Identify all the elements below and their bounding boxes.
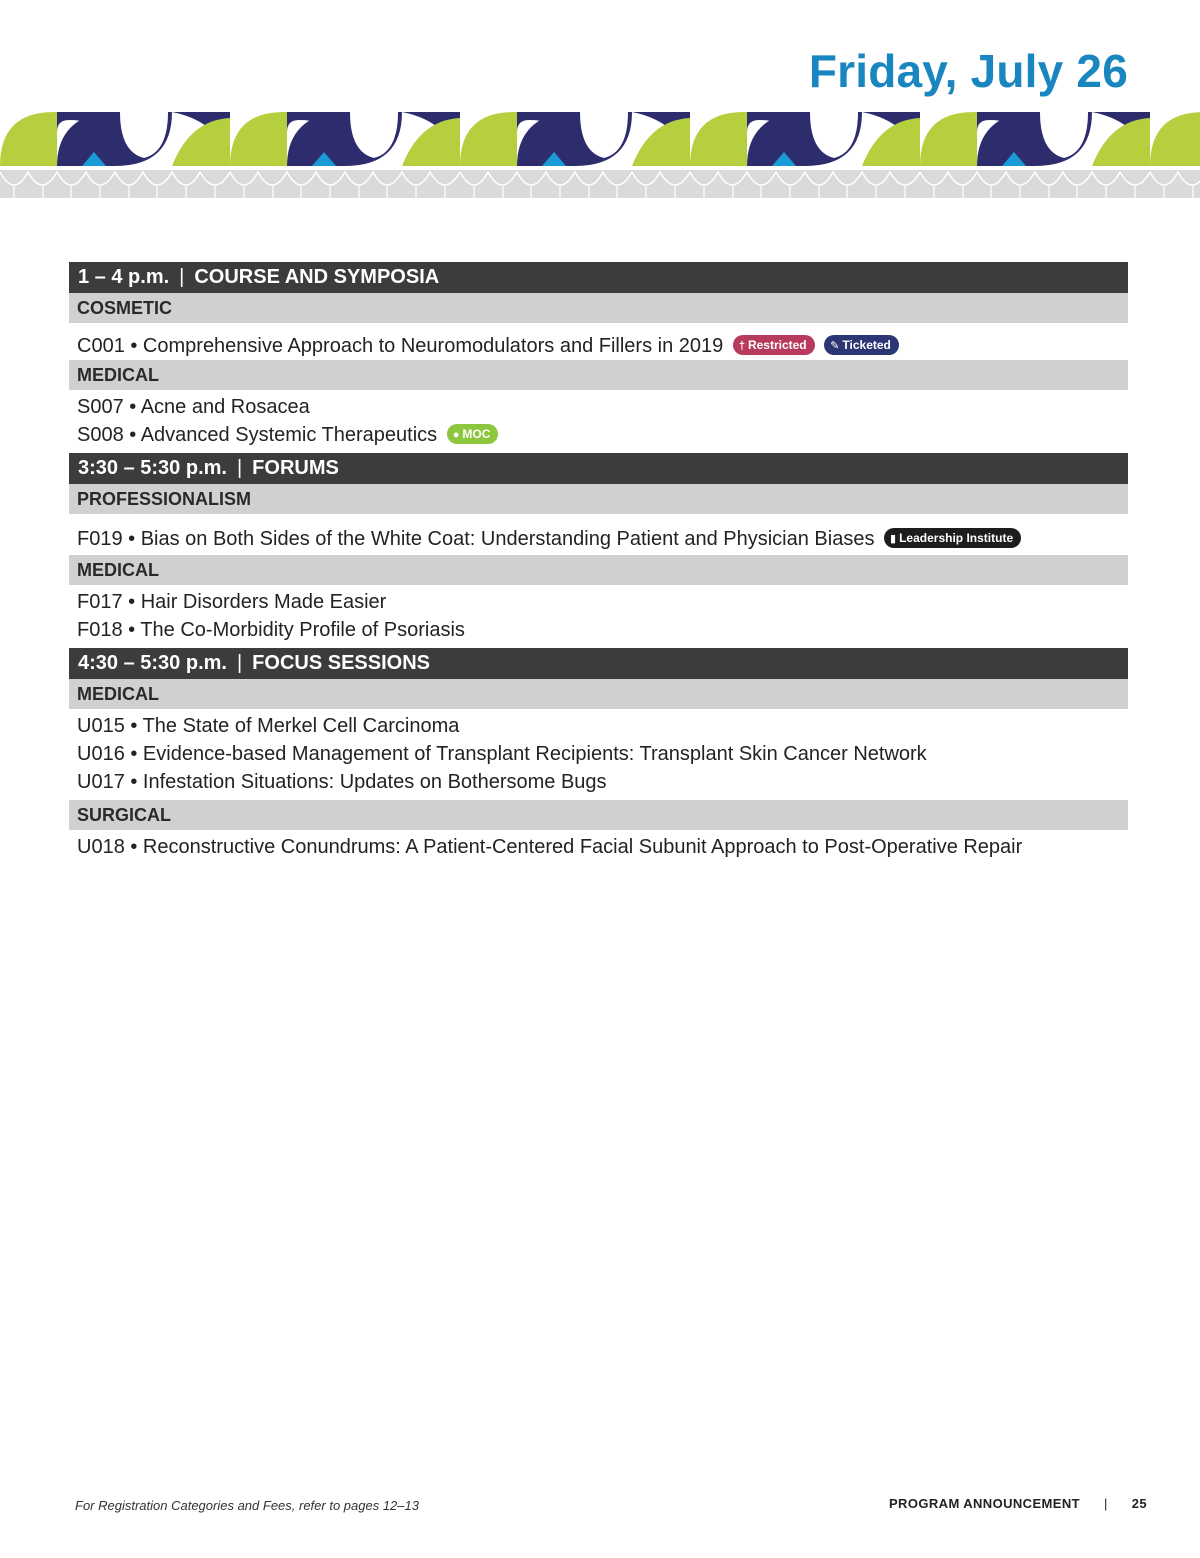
session-type-label: COURSE AND SYMPOSIA xyxy=(194,266,440,288)
session-item xyxy=(69,768,1128,796)
session-title: S008 • Advanced Systemic Therapeutics xyxy=(77,424,438,446)
time-block-header: 1 – 4 p.m. | COURSE AND SYMPOSIA xyxy=(69,262,1128,293)
time-label: 1 – 4 p.m. xyxy=(78,266,170,288)
category-header: SURGICAL xyxy=(69,800,1128,830)
category-header: PROFESSIONALISM xyxy=(69,484,1128,514)
restricted-badge: † Restricted xyxy=(733,335,815,355)
decorative-banner xyxy=(0,112,1200,198)
session-title: F018 • The Co-Morbidity Profile of Psoriasis xyxy=(77,619,465,641)
category-header: MEDICAL xyxy=(69,360,1128,390)
session-title: U016 • Evidence-based Management of Transplant Recipients: Transplant Skin Cancer Network xyxy=(77,743,927,765)
session-title: S007 • Acne and Rosacea xyxy=(77,396,310,418)
session-item xyxy=(69,833,1128,861)
category-header: MEDICAL xyxy=(69,679,1128,709)
leadership-institute-badge: ▮ Leadership Institute xyxy=(884,528,1021,548)
registration-footnote: For Registration Categories and Fees, refer to pages 12–13 xyxy=(75,1498,419,1513)
session-type-label: FORUMS xyxy=(252,457,339,479)
session-title: F017 • Hair Disorders Made Easier xyxy=(77,591,387,613)
leadership-icon: ▮ xyxy=(890,532,897,545)
time-block-header: 4:30 – 5:30 p.m. | FOCUS SESSIONS xyxy=(69,648,1128,679)
page-number: 25 xyxy=(1131,1496,1147,1511)
schedule-table xyxy=(69,262,1128,861)
time-label: 3:30 – 5:30 p.m. xyxy=(78,457,227,479)
moc-icon: ● xyxy=(452,428,460,441)
session-title: C001 • Comprehensive Approach to Neuromodulators and Fillers in 2019 xyxy=(77,335,724,357)
session-item xyxy=(69,393,1128,421)
time-block-header: 3:30 – 5:30 p.m. | FORUMS xyxy=(69,453,1128,484)
category-header: MEDICAL xyxy=(69,555,1128,585)
publication-name: PROGRAM ANNOUNCEMENT xyxy=(888,1496,1080,1511)
session-type-label: FOCUS SESSIONS xyxy=(252,652,430,674)
session-item xyxy=(69,421,1128,449)
session-item xyxy=(69,740,1128,768)
session-title: U018 • Reconstructive Conundrums: A Patient-Centered Facial Subunit Approach to Post-Operative Repair xyxy=(77,836,1023,858)
session-title: U015 • The State of Merkel Cell Carcinoma xyxy=(77,715,460,737)
session-item xyxy=(69,616,1128,644)
session-title: F019 • Bias on Both Sides of the White Coat: Understanding Patient and Physician Biases xyxy=(77,528,875,550)
session-item xyxy=(69,712,1128,740)
session-title: U017 • Infestation Situations: Updates on Bothersome Bugs xyxy=(77,771,607,793)
session-item xyxy=(69,517,1128,555)
time-label: 4:30 – 5:30 p.m. xyxy=(78,652,227,674)
page-footer: PROGRAM ANNOUNCEMENT | 25 xyxy=(888,1496,1147,1511)
session-item xyxy=(69,588,1128,616)
category-header: COSMETIC xyxy=(69,293,1128,323)
ticketed-badge: ✎ Ticketed xyxy=(824,335,899,355)
syringe-icon: † xyxy=(738,339,745,352)
page-title: Friday, July 26 xyxy=(808,45,1128,97)
ticket-icon: ✎ xyxy=(830,339,840,352)
moc-badge: ● MOC xyxy=(447,424,499,444)
session-item xyxy=(69,326,1128,360)
